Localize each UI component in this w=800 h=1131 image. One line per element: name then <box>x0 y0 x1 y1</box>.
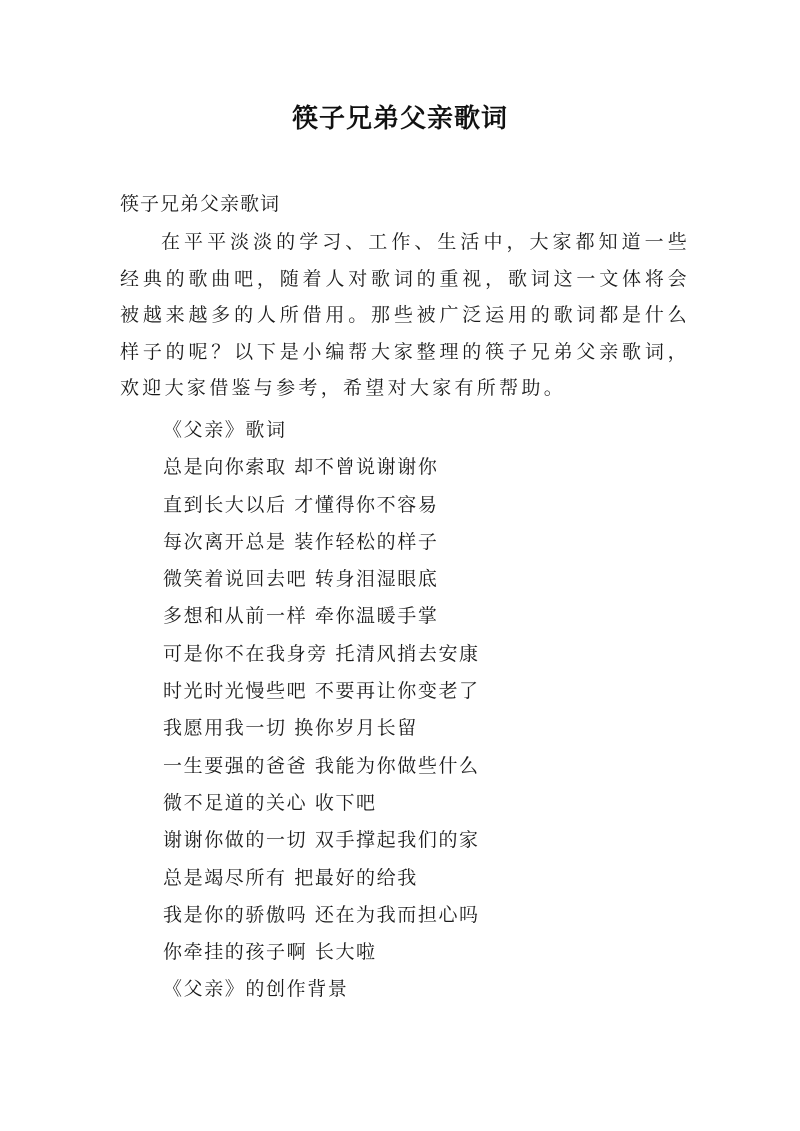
section-heading-background: 《父亲》的创作背景 <box>163 978 349 1001</box>
lyric-line: 直到长大以后 才懂得你不容易 <box>163 493 439 516</box>
section-heading-lyrics: 《父亲》歌词 <box>163 419 287 441</box>
lyrics-list <box>163 412 480 1009</box>
lyric-line: 我是你的骄傲吗 还在为我而担心吗 <box>163 903 480 926</box>
lyric-line: 多想和从前一样 牵你温暖手掌 <box>163 605 439 628</box>
intro-paragraph: 在平平淡淡的学习、工作、生活中，大家都知道一些经典的歌曲吧，随着人对歌词的重视，歌词这一文体将会被越来越多的人所借用。那些被广泛运用的歌词都是什么样子的呢？以下是小编帮大家整理的筷子兄弟父亲歌词，欢迎大家借鉴与参考，希望对大家有所帮助。 <box>120 231 690 399</box>
lyric-line: 总是竭尽所有 把最好的给我 <box>163 866 418 889</box>
lyric-line: 我愿用我一切 换你岁月长留 <box>163 717 418 740</box>
lyric-line: 总是向你索取 却不曾说谢谢你 <box>163 456 439 479</box>
lyric-line: 一生要强的爸爸 我能为你做些什么 <box>163 754 480 777</box>
document-subtitle: 筷子兄弟父亲歌词 <box>120 193 281 215</box>
lyric-line: 微不足道的关心 收下吧 <box>163 791 377 814</box>
lyric-line: 你牵挂的孩子啊 长大啦 <box>163 941 377 964</box>
lyric-line: 微笑着说回去吧 转身泪湿眼底 <box>163 568 439 591</box>
lyric-line: 时光时光慢些吧 不要再让你变老了 <box>163 680 480 703</box>
document-title: 筷子兄弟父亲歌词 <box>291 104 508 134</box>
lyric-line: 每次离开总是 装作轻松的样子 <box>163 530 439 553</box>
lyric-line: 谢谢你做的一切 双手撑起我们的家 <box>163 829 480 852</box>
lyric-line: 可是你不在我身旁 托清风捎去安康 <box>163 642 480 665</box>
